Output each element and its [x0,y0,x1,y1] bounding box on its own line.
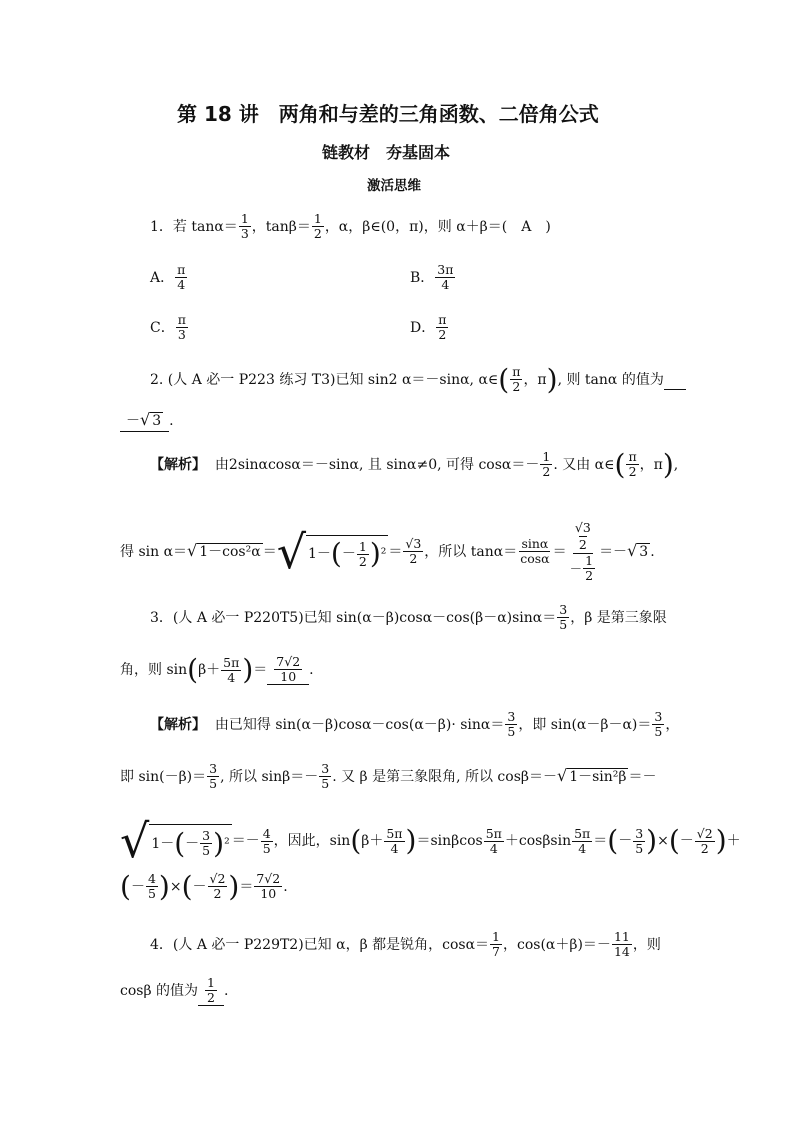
section-heading: 链教材 夯基固本 [322,143,451,162]
q1-fraction-1: $\frac{1}{3}$ [240,211,249,241]
q3-analysis-line-1: 【解析】 由已知得 sin(α－β)cosα－cos(α－β)· sinα＝ $\frac{3}{5}$ ，即 sin(α－β－α)＝ $\frac{3}{5}$ ， [150,709,680,739]
question-4-line-2: cosβ 的值为 $\frac{1}{2}$ . [120,975,229,1005]
question-4-stem: 4．(人 A 必一 P229T2)已知 α，β 都是锐角，cosα＝ $\frac{1}{7}$ ，cos(α＋β)＝－ $\frac{11}{14}$ ，则 [150,929,661,959]
q1-text-c: ，α，β∈(0，π)，则 α＋β＝( A ) [324,218,551,235]
q3-analysis-line-3: √ 1－ ( － $\frac{3}{5}$ ) ² ＝－ $\frac{4}{5}$ ，因此，sin ( β＋ $\frac{5\pi}{4}$ ) ＝sinβcos $\frac{5\pi}{4}$ ＋cosβsin $\frac{5\pi}{4}$ ＝ ( － $\frac{3}{5}$ ) × ( － $\frac{√2}{2}$ ) ＋ [120,814,741,868]
q3-analysis-line-4: ( － $\frac{4}{5}$ ) × ( － $\frac{√2}{2}$ ) ＝ $\frac{7√2}{10}$ . [120,869,288,903]
q2-answer: －√ 3 . [120,410,174,432]
analysis-tag: 【解析】 [150,456,206,473]
page-title: 第 18 讲 两角和与差的三角函数、二倍角公式 [177,102,599,126]
q1-fraction-2: $\frac{1}{2}$ [313,211,322,241]
q2-text-b: , 则 tanα 的值为 [557,371,664,388]
q1-option-d: D． $\frac{\pi}{2}$ [410,312,447,342]
question-1-stem [150,212,551,241]
question-3-stem: 3．(人 A 必一 P220T5)已知 sin(α－β)cosα－cos(β－α)sinα＝ $\frac{3}{5}$ ，β 是第三象限 [150,602,667,632]
q2-analysis-line-2: 得 sin α＝ √ 1－cos²α ＝ √ 1－ ( － $\frac{1}{2}$ ) ² ＝ $\frac{√3}{2}$ ，所以 tanα＝ $\frac{\sin\alpha}{\cos\alpha}$ ＝ √3 2 － $\frac{1}{2}$ ＝－ √ 3 . [120,520,655,583]
subsection-heading: 激活思维 [367,178,421,194]
question-3-line-2: 角，则 sin ( β＋ $\frac{5\pi}{4}$ ) ＝ $\frac{7√2}{10}$ . [120,653,314,686]
q1-option-b: B． $\frac{3\pi}{4}$ [410,262,454,292]
q1-text-b: ，tanβ＝ [251,218,311,235]
q1-option-c: C． $\frac{\pi}{3}$ [150,312,186,342]
q2-analysis-line-1: 【解析】 由2sinαcosα＝－sinα, 且 sinα≠0, 可得 cosα＝－ $\frac{1}{2}$ . 又由 α∈ ( $\frac{\pi}{2}$ ，π ) , [150,447,679,481]
q1-text-a: 1．若 tanα＝ [150,218,238,235]
analysis-tag: 【解析】 [150,716,206,733]
q1-option-a: A． $\frac{\pi}{4}$ [150,262,186,292]
question-2-stem: 2. (人 A 必一 P223 练习 T3)已知 sin2 α＝－sinα, α∈ ( $\frac{\pi}{2}$ ，π ) , 则 tanα 的值为 [150,365,686,394]
q3-analysis-line-2: 即 sin(－β)＝ $\frac{3}{5}$ , 所以 sinβ＝－ $\frac{3}{5}$ . 又 β 是第三象限角, 所以 cosβ＝－ √ 1－sin²β ＝－ [120,761,657,791]
q2-text-a: 2. (人 A 必一 P223 练习 T3)已知 sin2 α＝－sinα, α∈ [150,371,499,388]
